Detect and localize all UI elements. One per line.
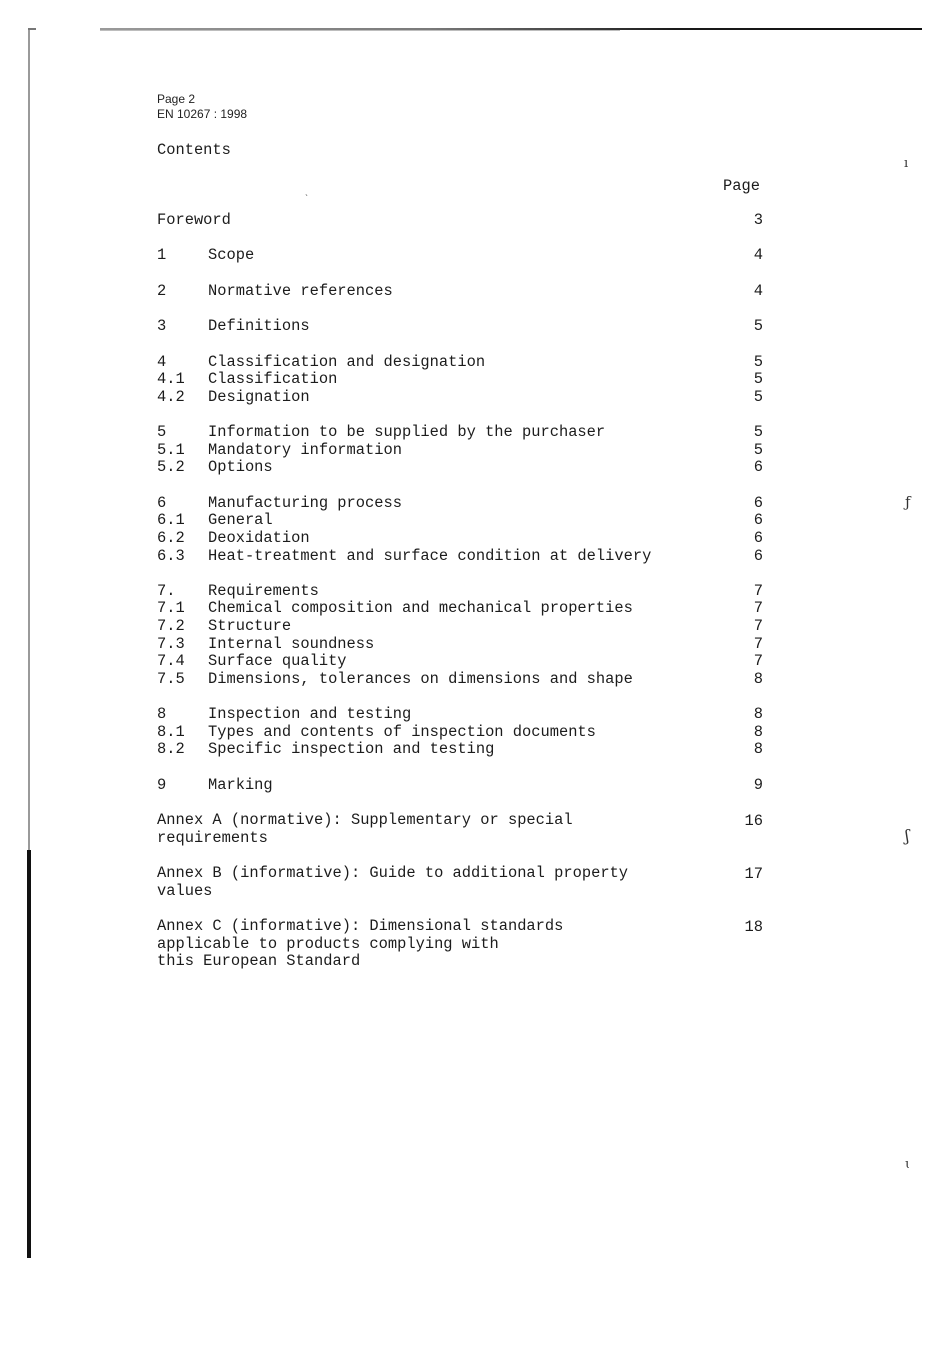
toc-entry-number: 5.1 [157,440,185,459]
scan-speck: ɩ [905,1157,911,1172]
toc-section [157,777,777,795]
page-number-label: Page 2 [157,92,196,106]
toc-annex [157,918,777,971]
toc-entry [157,671,777,689]
toc-section [157,318,777,336]
toc-entry-number: 7.5 [157,669,185,688]
toc-entry-page: 8 [753,705,763,724]
toc-entry-page: 6 [753,511,763,530]
toc-entry-number: 6.2 [157,528,185,547]
toc-entry [157,636,777,654]
toc-entry-title: Classification [208,370,338,389]
toc-entry-title: Requirements [208,581,319,600]
annex-title-line: Annex B (informative): Guide to additional property [157,864,629,883]
toc-entry [157,548,777,566]
toc-entry-title: Types and contents of inspection documents [208,722,596,741]
toc-entry-page: 5 [753,317,763,336]
toc-entry-page: 7 [753,652,763,671]
toc-entry-number: 5.2 [157,458,185,477]
toc-entry-number: 7.2 [157,617,185,636]
toc-entry-title: Information to be supplied by the purchaser [208,423,606,442]
toc-entry-title: Internal soundness [208,634,375,653]
toc-entry-number: 9 [157,775,167,794]
table-of-contents [157,212,777,971]
toc-section [157,706,777,759]
left-margin-bar [28,30,30,850]
toc-entry-number: 7. [157,581,176,600]
toc-entry-title: Normative references [208,281,393,300]
toc-entry-number: 8 [157,705,167,724]
toc-entry-page: 8 [753,740,763,759]
toc-entry [157,442,777,460]
toc-entry-page: 16 [744,812,763,831]
toc-entry-number: 5 [157,423,167,442]
toc-entry [157,495,777,513]
toc-entry-title: Dimensions, tolerances on dimensions and shape [208,669,633,688]
left-margin-bar-dark [27,850,31,1258]
toc-entry [157,389,777,407]
page-column-label: Page [723,177,760,195]
toc-entry-page: 8 [753,669,763,688]
toc-entry-title: Chemical composition and mechanical properties [208,599,633,618]
toc-entry [157,371,777,389]
toc-entry [157,354,777,372]
toc-entry-page: 6 [753,458,763,477]
toc-entry-page: 9 [753,775,763,794]
annex-title-line: applicable to products complying with [157,934,499,953]
toc-entry-page: 17 [744,865,763,884]
toc-entry-title: Scope [208,246,255,265]
toc-entry [157,283,777,301]
toc-entry-page: 5 [753,423,763,442]
toc-entry [157,741,777,759]
toc-entry [157,459,777,477]
toc-entry [157,600,777,618]
toc-entry-number: 8.1 [157,722,185,741]
toc-entry-number: 2 [157,281,167,300]
toc-section [157,495,777,565]
top-rule-shadow [100,30,620,31]
toc-entry-page: 4 [753,281,763,300]
toc-entry-number: 6.3 [157,546,185,565]
toc-entry-title: Inspection and testing [208,705,412,724]
annex-title-line: Annex C (informative): Dimensional standards [157,917,564,936]
toc-entry-page: 5 [753,440,763,459]
contents-title: Contents [157,141,231,159]
toc-entry-page: 8 [753,722,763,741]
toc-entry-title: Manufacturing process [208,493,402,512]
toc-entry [157,706,777,724]
toc-entry [157,618,777,636]
toc-entry-page: 3 [753,211,763,229]
toc-entry-page: 7 [753,581,763,600]
toc-entry-number: 4.2 [157,387,185,406]
scan-speck: ʃ [905,826,910,845]
toc-entry-title: Structure [208,617,292,636]
toc-entry-title: Deoxidation [208,528,310,547]
toc-entry [157,247,777,265]
toc-entry-page: 6 [753,493,763,512]
toc-entry-page: 6 [753,546,763,565]
scan-speck: ƒ [905,493,911,511]
toc-entry-page: 18 [744,918,763,937]
toc-entry-number: 4.1 [157,370,185,389]
page-header [157,92,247,122]
toc-entry-number: 4 [157,352,167,371]
scan-speck: ˏ [305,187,308,197]
toc-entry [157,777,777,795]
toc-entry [157,724,777,742]
toc-entry-page: 7 [753,617,763,636]
toc-entry-number: 7.3 [157,634,185,653]
toc-entry [157,530,777,548]
toc-annex [157,865,777,900]
annex-title-line: requirements [157,828,268,847]
toc-entry-title: Foreword [157,211,231,229]
toc-entry-title: Options [208,458,273,477]
toc-entry-page: 4 [753,246,763,265]
toc-entry-page: 7 [753,599,763,618]
toc-entry-title: Designation [208,387,310,406]
toc-entry-title: Specific inspection and testing [208,740,495,759]
toc-entry-number: 7.1 [157,599,185,618]
toc-section [157,354,777,407]
toc-entry-page: 6 [753,528,763,547]
standard-number: EN 10267 : 1998 [157,107,248,121]
toc-annex [157,812,777,847]
toc-entry [157,424,777,442]
toc-entry [157,318,777,336]
toc-entry-page: 5 [753,387,763,406]
scan-speck: ı [904,156,909,171]
toc-section [157,247,777,265]
toc-section [157,212,777,230]
toc-entry-title: Classification and designation [208,352,486,371]
toc-entry [157,583,777,601]
toc-entry-page: 5 [753,370,763,389]
toc-entry-page: 5 [753,352,763,371]
toc-entry-title: Marking [208,775,273,794]
toc-entry-number: 8.2 [157,740,185,759]
toc-entry-title: Mandatory information [208,440,402,459]
toc-entry-page: 7 [753,634,763,653]
toc-entry-number: 3 [157,317,167,336]
toc-entry-number: 6 [157,493,167,512]
toc-entry-number: 1 [157,246,167,265]
toc-entry [157,212,777,230]
toc-entry-title: General [208,511,273,530]
toc-section [157,283,777,301]
annex-title-line: values [157,881,213,900]
toc-entry-number: 6.1 [157,511,185,530]
toc-entry-title: Surface quality [208,652,347,671]
toc-section [157,583,777,689]
toc-entry [157,512,777,530]
toc-entry [157,653,777,671]
annex-title-line: this European Standard [157,952,361,971]
toc-section [157,424,777,477]
toc-entry-title: Heat-treatment and surface condition at delivery [208,546,652,565]
toc-entry-title: Definitions [208,317,310,336]
toc-entry-number: 7.4 [157,652,185,671]
annex-title-line: Annex A (normative): Supplementary or special [157,811,573,830]
